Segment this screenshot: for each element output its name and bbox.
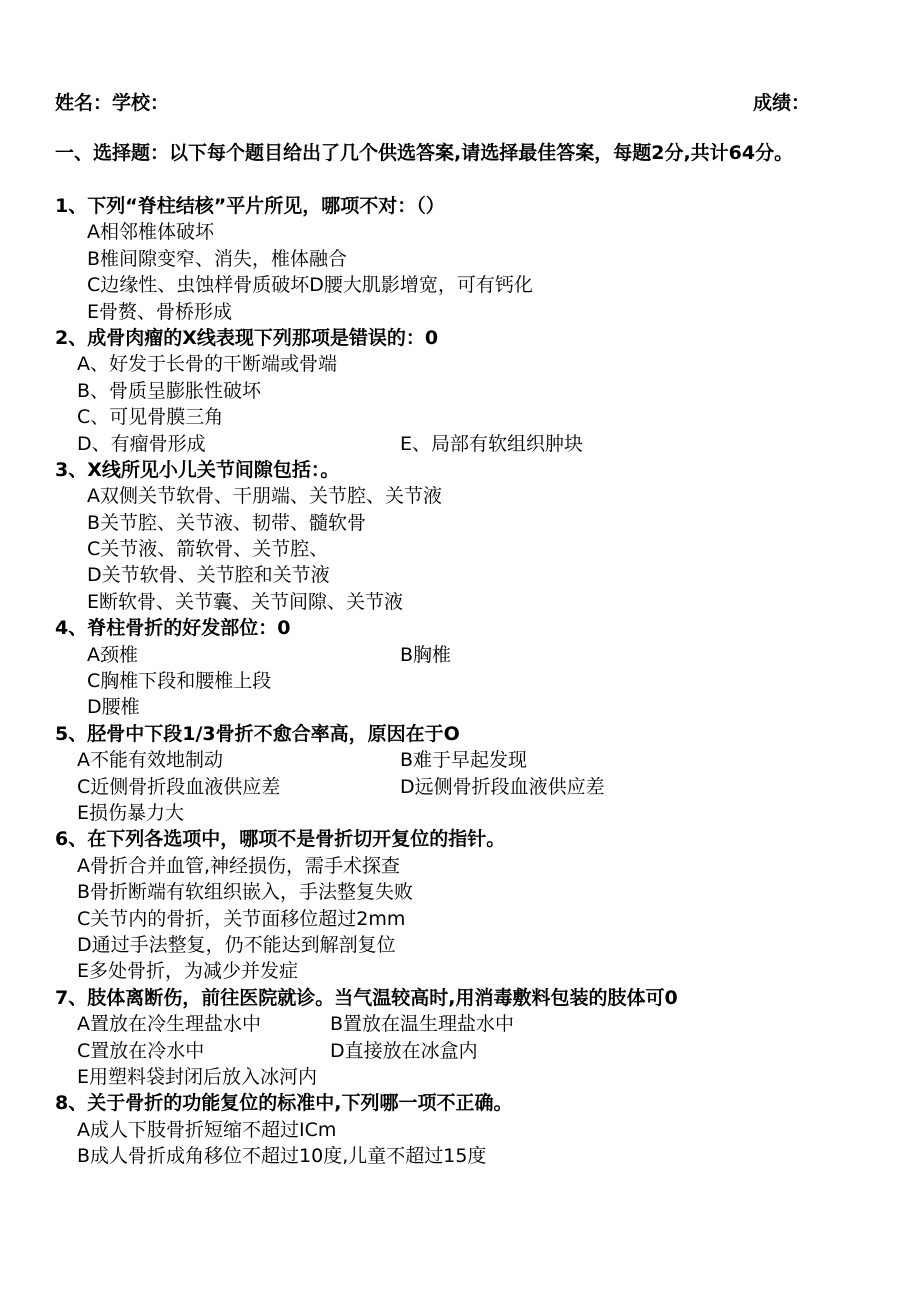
question-3: 3、X线所见小儿关节间隙包括：。: [55, 458, 340, 481]
question-6: 6、在下列各选项中，哪项不是骨折切开复位的指针。: [55, 828, 506, 851]
option-7e: E用塑料袋封闭后放入冰河内: [77, 1065, 318, 1088]
question-8: 8、关于骨折的功能复位的标准中,下列哪一项不正确。: [55, 1092, 513, 1115]
question-5: 5、胫骨中下段1/3骨折不愈合率高，原因在于O: [55, 722, 460, 745]
question-2: 2、成骨肉瘤的X线表现下列那项是错误的：0: [55, 326, 439, 349]
option-3d: D关节软骨、关节腔和关节液: [87, 564, 330, 587]
option-5b: B难于早起发现: [400, 749, 528, 772]
option-2e: E、局部有软组织肿块: [400, 432, 584, 455]
option-5d: D远侧骨折段血液供应差: [400, 775, 605, 798]
option-row-7cd: [55, 1038, 875, 1064]
question-7: 7、肢体离断伤，前往医院就诊。当气温较高时,用消毒敷料包装的肢体可0: [55, 986, 678, 1009]
option-5a: A不能有效地制动: [77, 749, 223, 772]
option-8a: A成人下肢骨折短缩不超过ICm: [77, 1118, 337, 1141]
option-2a: A、好发于长骨的干断端或骨端: [77, 353, 337, 376]
option-5c: C近侧骨折段血液供应差: [77, 775, 281, 798]
option-7a: A置放在冷生理盐水中: [77, 1013, 261, 1036]
option-4b: B胸椎: [400, 643, 452, 666]
option-1e: E骨赘、骨桥形成: [87, 300, 233, 323]
option-2b: B、骨质呈膨胀性破坏: [77, 379, 262, 402]
option-6b: B骨折断端有软组织嵌入，手法整复失败: [77, 881, 414, 904]
option-6a: A骨折合并血管,神经损伤，需手术探查: [77, 854, 401, 877]
option-4d: D腰椎: [87, 696, 140, 719]
name-school-label: 姓名：学校：: [55, 92, 170, 114]
option-4a: A颈椎: [87, 643, 138, 666]
section-instructions: 一、选择题：以下每个题目给出了几个供选答案,请选择最佳答案，每题2分,共计64分。: [55, 142, 794, 164]
option-3b: B关节腔、关节液、韧带、髓软骨: [87, 511, 367, 534]
option-5e: E损伤暴力大: [77, 801, 185, 824]
option-7d: D直接放在冰盒内: [330, 1039, 478, 1062]
option-3c: C关节液、箭软骨、关节腔、: [87, 538, 329, 561]
option-row-2de: [55, 431, 875, 457]
option-7c: C置放在冷水中: [77, 1039, 205, 1062]
question-list: [55, 193, 875, 1169]
option-1a: A相邻椎体破坏: [87, 221, 214, 244]
question-1: 1、下列“脊柱结核”平片所见，哪项不对：（）: [55, 195, 445, 217]
option-6c: C关节内的骨折，关节面移位超过2mm: [77, 907, 406, 930]
option-2d: D、有瘤骨形成: [77, 432, 206, 455]
option-row-5cd: [55, 774, 875, 800]
option-1cd: C边缘性、虫蚀样骨质破坏D腰大肌影增宽，可有钙化: [87, 274, 533, 297]
option-4c: C胸椎下段和腰椎上段: [87, 670, 272, 693]
option-8b: B成人骨折成角移位不超过10度,儿童不超过15度: [77, 1145, 487, 1168]
option-row-4ab: [55, 642, 875, 668]
student-info-header: [55, 88, 810, 114]
score-label: 成绩：: [752, 92, 810, 114]
option-1b: B椎间隙变窄、消失，椎体融合: [87, 247, 348, 270]
option-row-7ab: [55, 1011, 875, 1037]
option-row-5ab: [55, 747, 875, 773]
option-7b: B置放在温生理盐水中: [330, 1013, 515, 1036]
option-6e: E多处骨折，为减少并发症: [77, 960, 299, 983]
option-3a: A双侧关节软骨、干朋端、关节腔、关节液: [87, 485, 442, 508]
option-6d: D通过手法整复，仍不能达到解剖复位: [77, 933, 396, 956]
option-2c: C、可见骨膜三角: [77, 406, 224, 429]
option-3e: E断软骨、关节囊、关节间隙、关节液: [87, 590, 404, 613]
question-4: 4、脊柱骨折的好发部位：0: [55, 617, 291, 640]
